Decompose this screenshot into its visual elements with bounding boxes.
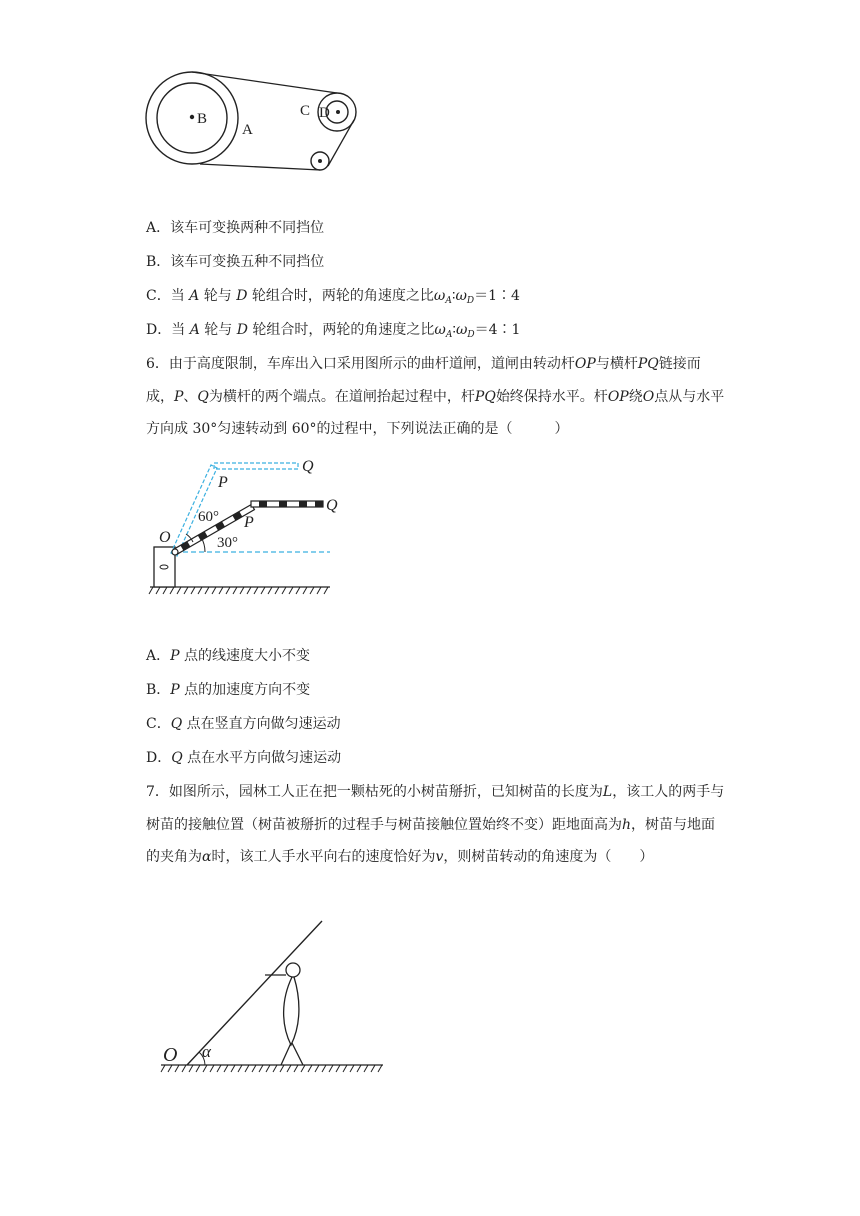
gear-chain-figure bbox=[140, 66, 370, 191]
pivot-o bbox=[172, 549, 178, 555]
fig2-label-o: O bbox=[159, 529, 171, 546]
q5-option-a: A．该车可变换两种不同挡位 bbox=[146, 220, 325, 236]
fig2-label-60: 60° bbox=[198, 509, 219, 525]
label-d: D bbox=[319, 105, 330, 121]
worker-sapling-figure bbox=[155, 915, 395, 1085]
gear-b-center-dot bbox=[190, 115, 194, 119]
q7-stem: 7．如图所示，园林工人正在把一颗枯死的小树苗掰折，已知树苗的长度为L，该工人的两手与树苗的接触位置（树苗被掰折的过程手与树苗接触位置始终不变）距地面高为h，树苗与地面的夹角为α时，该工人手水平向右的速度恰好为v，则树苗转动的角速度为（ ） bbox=[146, 784, 725, 865]
label-b: B bbox=[197, 111, 208, 127]
q6-option-a: A．P 点的线速度大小不变 bbox=[146, 648, 310, 664]
q6-option-c: C．Q 点在竖直方向做匀速运动 bbox=[146, 716, 341, 732]
gear-d-center-dot bbox=[336, 110, 340, 114]
ground-hatch bbox=[161, 1065, 382, 1072]
q5-option-b: B．该车可变换五种不同挡位 bbox=[146, 254, 325, 270]
q6-option-d: D．Q 点在水平方向做匀速运动 bbox=[146, 750, 342, 766]
fig3-label-o: O bbox=[163, 1044, 178, 1066]
rod-pq-upper-dashed bbox=[214, 463, 298, 469]
fig2-label-p-upper: P bbox=[218, 474, 228, 491]
tensioner-center-dot bbox=[318, 159, 322, 163]
q6-stem: 6．由于高度限制，车库出入口采用图所示的曲杆道闸，道闸由转动杆OP与横杆PQ链接而成，P、Q为横杆的两个端点。在道闸抬起过程中，杆PQ始终保持水平。杆OP绕O点从与水平方向成 30°匀速转动到 60°的过程中，下列说法正确的是（ ） bbox=[146, 356, 725, 437]
fig3-label-alpha: α bbox=[202, 1042, 211, 1061]
chain-bottom bbox=[200, 164, 320, 170]
chain-right bbox=[328, 120, 354, 166]
worker-leg-right bbox=[292, 1043, 303, 1065]
q5-option-c: C．当 A 轮与 D 轮组合时，两轮的角速度之比$\omega_A∶\omega_D=1∶4$ bbox=[146, 288, 520, 306]
worker-head bbox=[286, 963, 300, 977]
worker-body bbox=[284, 977, 299, 1045]
q5-option-d: D．当 A 轮与 D 轮组合时，两轮的角速度之比$\omega_A∶\omega_D=4∶1$ bbox=[146, 322, 521, 340]
ground-hatch bbox=[149, 587, 328, 594]
q6-option-b: B．P 点的加速度方向不变 bbox=[146, 682, 311, 698]
rod-pq-lower bbox=[251, 501, 323, 507]
label-c: C bbox=[300, 103, 311, 119]
fig2-label-q-upper: Q bbox=[302, 458, 314, 475]
label-a: A bbox=[242, 122, 253, 138]
fig2-label-30: 30° bbox=[217, 535, 238, 551]
fig2-label-p-lower: P bbox=[244, 514, 254, 531]
worker-leg-left bbox=[281, 1043, 291, 1065]
parking-gate-figure bbox=[145, 455, 345, 600]
fig2-label-q-lower: Q bbox=[326, 497, 338, 514]
